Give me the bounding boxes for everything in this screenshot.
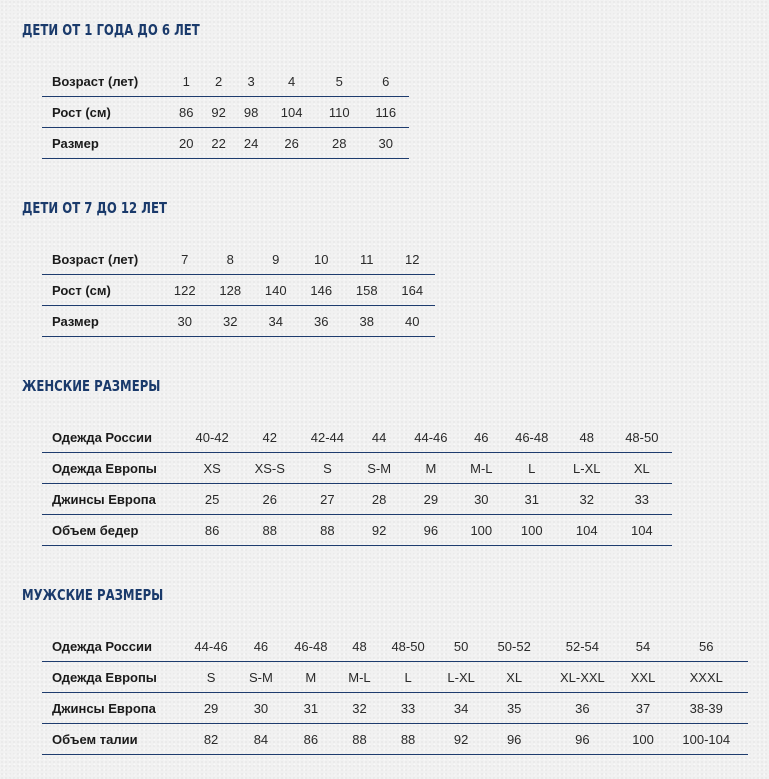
- table-cell: 36: [543, 693, 621, 724]
- row-label: Объем талии: [42, 724, 182, 755]
- row-label: Джинсы Европа: [42, 484, 182, 515]
- table-row: [42, 693, 748, 724]
- table-cell: 122: [162, 275, 208, 306]
- table-cell: 104: [267, 97, 316, 128]
- table-cell: 116: [362, 97, 409, 128]
- table-cell: 31: [502, 484, 562, 515]
- table-cell: 28: [358, 484, 401, 515]
- table-cell: 26: [267, 128, 316, 159]
- table-cell: 26: [242, 484, 297, 515]
- row-label: Размер: [42, 128, 170, 159]
- table-row: [42, 66, 409, 97]
- table-cell: 110: [316, 97, 362, 128]
- table-cell: 5: [316, 66, 362, 97]
- table-cell: 40: [390, 306, 436, 337]
- table-cell: 92: [358, 515, 401, 546]
- table-cell: L-XL: [437, 662, 485, 693]
- table-cell: 24: [235, 128, 267, 159]
- table-cell: 96: [543, 724, 621, 755]
- table-cell: 11: [344, 244, 390, 275]
- table-cell: 88: [340, 724, 379, 755]
- row-label: Джинсы Европа: [42, 693, 182, 724]
- table-row: [42, 128, 409, 159]
- table-row: [42, 422, 672, 453]
- table-cell: 140: [253, 275, 299, 306]
- table-cell: 48-50: [612, 422, 672, 453]
- row-label: Одежда Европы: [42, 662, 182, 693]
- table-cell: 42: [242, 422, 297, 453]
- table-cell: 88: [242, 515, 297, 546]
- table-cell: 30: [362, 128, 409, 159]
- row-label: Размер: [42, 306, 162, 337]
- table-cell: XS: [182, 453, 242, 484]
- table-cell: 1: [170, 66, 202, 97]
- table-cell: M: [282, 662, 340, 693]
- table-cell: 50-52: [485, 631, 543, 662]
- table-cell: 86: [170, 97, 202, 128]
- section-title-kids-1-6: ДЕТИ ОТ 1 ГОДА ДО 6 ЛЕТ: [22, 21, 200, 39]
- table-cell: 50: [437, 631, 485, 662]
- table-cell: 34: [437, 693, 485, 724]
- section-title-women: ЖЕНСКИЕ РАЗМЕРЫ: [22, 377, 161, 395]
- table-cell: XL: [612, 453, 672, 484]
- table-cell: 6: [362, 66, 409, 97]
- table-row: [42, 662, 748, 693]
- table-cell: 96: [401, 515, 461, 546]
- size-table-men: [42, 631, 748, 755]
- table-cell: 32: [208, 306, 254, 337]
- table-cell: 48: [562, 422, 612, 453]
- table-cell: L-XL: [562, 453, 612, 484]
- size-table-kids-1-6: [42, 66, 409, 159]
- table-cell: 86: [182, 515, 242, 546]
- table-cell: 54: [622, 631, 665, 662]
- table-cell: 40-42: [182, 422, 242, 453]
- table-cell: 46: [240, 631, 282, 662]
- table-cell: 158: [344, 275, 390, 306]
- row-label: Возраст (лет): [42, 66, 170, 97]
- table-cell: 44-46: [182, 631, 240, 662]
- section-title-men: МУЖСКИЕ РАЗМЕРЫ: [22, 586, 164, 604]
- table-cell: 38: [344, 306, 390, 337]
- table-row: [42, 453, 672, 484]
- table-cell: 46: [461, 422, 502, 453]
- row-label: Рост (см): [42, 97, 170, 128]
- table-cell: 128: [208, 275, 254, 306]
- size-table-kids-7-12: [42, 244, 435, 337]
- table-row: [42, 275, 435, 306]
- table-row: [42, 515, 672, 546]
- table-cell: 31: [282, 693, 340, 724]
- table-cell: 28: [316, 128, 362, 159]
- table-cell: 48: [340, 631, 379, 662]
- row-label: Одежда России: [42, 631, 182, 662]
- table-cell: S: [182, 662, 240, 693]
- table-cell: 32: [340, 693, 379, 724]
- table-cell: 84: [240, 724, 282, 755]
- table-cell: 9: [253, 244, 299, 275]
- table-cell: 86: [282, 724, 340, 755]
- table-cell: M: [401, 453, 461, 484]
- table-cell: 2: [202, 66, 234, 97]
- table-cell: S-M: [240, 662, 282, 693]
- table-cell: 37: [622, 693, 665, 724]
- table-cell: 44: [358, 422, 401, 453]
- table-cell: 27: [297, 484, 357, 515]
- table-cell: 4: [267, 66, 316, 97]
- table-cell: 56: [665, 631, 748, 662]
- table-cell: 32: [562, 484, 612, 515]
- table-cell: 48-50: [379, 631, 437, 662]
- table-cell: 44-46: [401, 422, 461, 453]
- table-cell: 100: [461, 515, 502, 546]
- table-row: [42, 97, 409, 128]
- table-cell: 36: [299, 306, 345, 337]
- size-table-women: [42, 422, 672, 546]
- table-cell: 104: [612, 515, 672, 546]
- table-cell: 82: [182, 724, 240, 755]
- table-cell: 100: [622, 724, 665, 755]
- table-cell: 7: [162, 244, 208, 275]
- table-row: [42, 244, 435, 275]
- table-cell: 30: [162, 306, 208, 337]
- table-cell: 3: [235, 66, 267, 97]
- table-cell: XL: [485, 662, 543, 693]
- table-row: [42, 484, 672, 515]
- table-cell: L: [379, 662, 437, 693]
- table-cell: 92: [437, 724, 485, 755]
- table-cell: 88: [297, 515, 357, 546]
- table-cell: 100-104: [665, 724, 748, 755]
- table-cell: XXL: [622, 662, 665, 693]
- row-label: Рост (см): [42, 275, 162, 306]
- row-label: Возраст (лет): [42, 244, 162, 275]
- table-cell: XXXL: [665, 662, 748, 693]
- table-cell: 25: [182, 484, 242, 515]
- row-label: Объем бедер: [42, 515, 182, 546]
- table-row: [42, 631, 748, 662]
- table-cell: M-L: [461, 453, 502, 484]
- table-cell: 30: [240, 693, 282, 724]
- table-cell: 88: [379, 724, 437, 755]
- table-cell: 92: [202, 97, 234, 128]
- table-cell: 30: [461, 484, 502, 515]
- table-cell: 20: [170, 128, 202, 159]
- table-cell: 100: [502, 515, 562, 546]
- table-cell: 22: [202, 128, 234, 159]
- row-label: Одежда России: [42, 422, 182, 453]
- section-title-kids-7-12: ДЕТИ ОТ 7 ДО 12 ЛЕТ: [22, 199, 167, 217]
- table-cell: 10: [299, 244, 345, 275]
- table-cell: 104: [562, 515, 612, 546]
- table-cell: 29: [401, 484, 461, 515]
- table-row: [42, 306, 435, 337]
- table-cell: S: [297, 453, 357, 484]
- table-cell: 12: [390, 244, 436, 275]
- table-cell: 96: [485, 724, 543, 755]
- table-cell: 98: [235, 97, 267, 128]
- table-cell: L: [502, 453, 562, 484]
- table-row: [42, 724, 748, 755]
- table-cell: 46-48: [502, 422, 562, 453]
- row-label: Одежда Европы: [42, 453, 182, 484]
- table-cell: M-L: [340, 662, 379, 693]
- table-cell: 42-44: [297, 422, 357, 453]
- table-cell: 38-39: [665, 693, 748, 724]
- table-cell: 164: [390, 275, 436, 306]
- table-cell: 8: [208, 244, 254, 275]
- table-cell: XL-XXL: [543, 662, 621, 693]
- table-cell: 34: [253, 306, 299, 337]
- table-cell: 35: [485, 693, 543, 724]
- table-cell: 33: [612, 484, 672, 515]
- table-cell: XS-S: [242, 453, 297, 484]
- table-cell: 52-54: [543, 631, 621, 662]
- table-cell: 146: [299, 275, 345, 306]
- table-cell: 29: [182, 693, 240, 724]
- table-cell: 46-48: [282, 631, 340, 662]
- table-cell: 33: [379, 693, 437, 724]
- table-cell: S-M: [358, 453, 401, 484]
